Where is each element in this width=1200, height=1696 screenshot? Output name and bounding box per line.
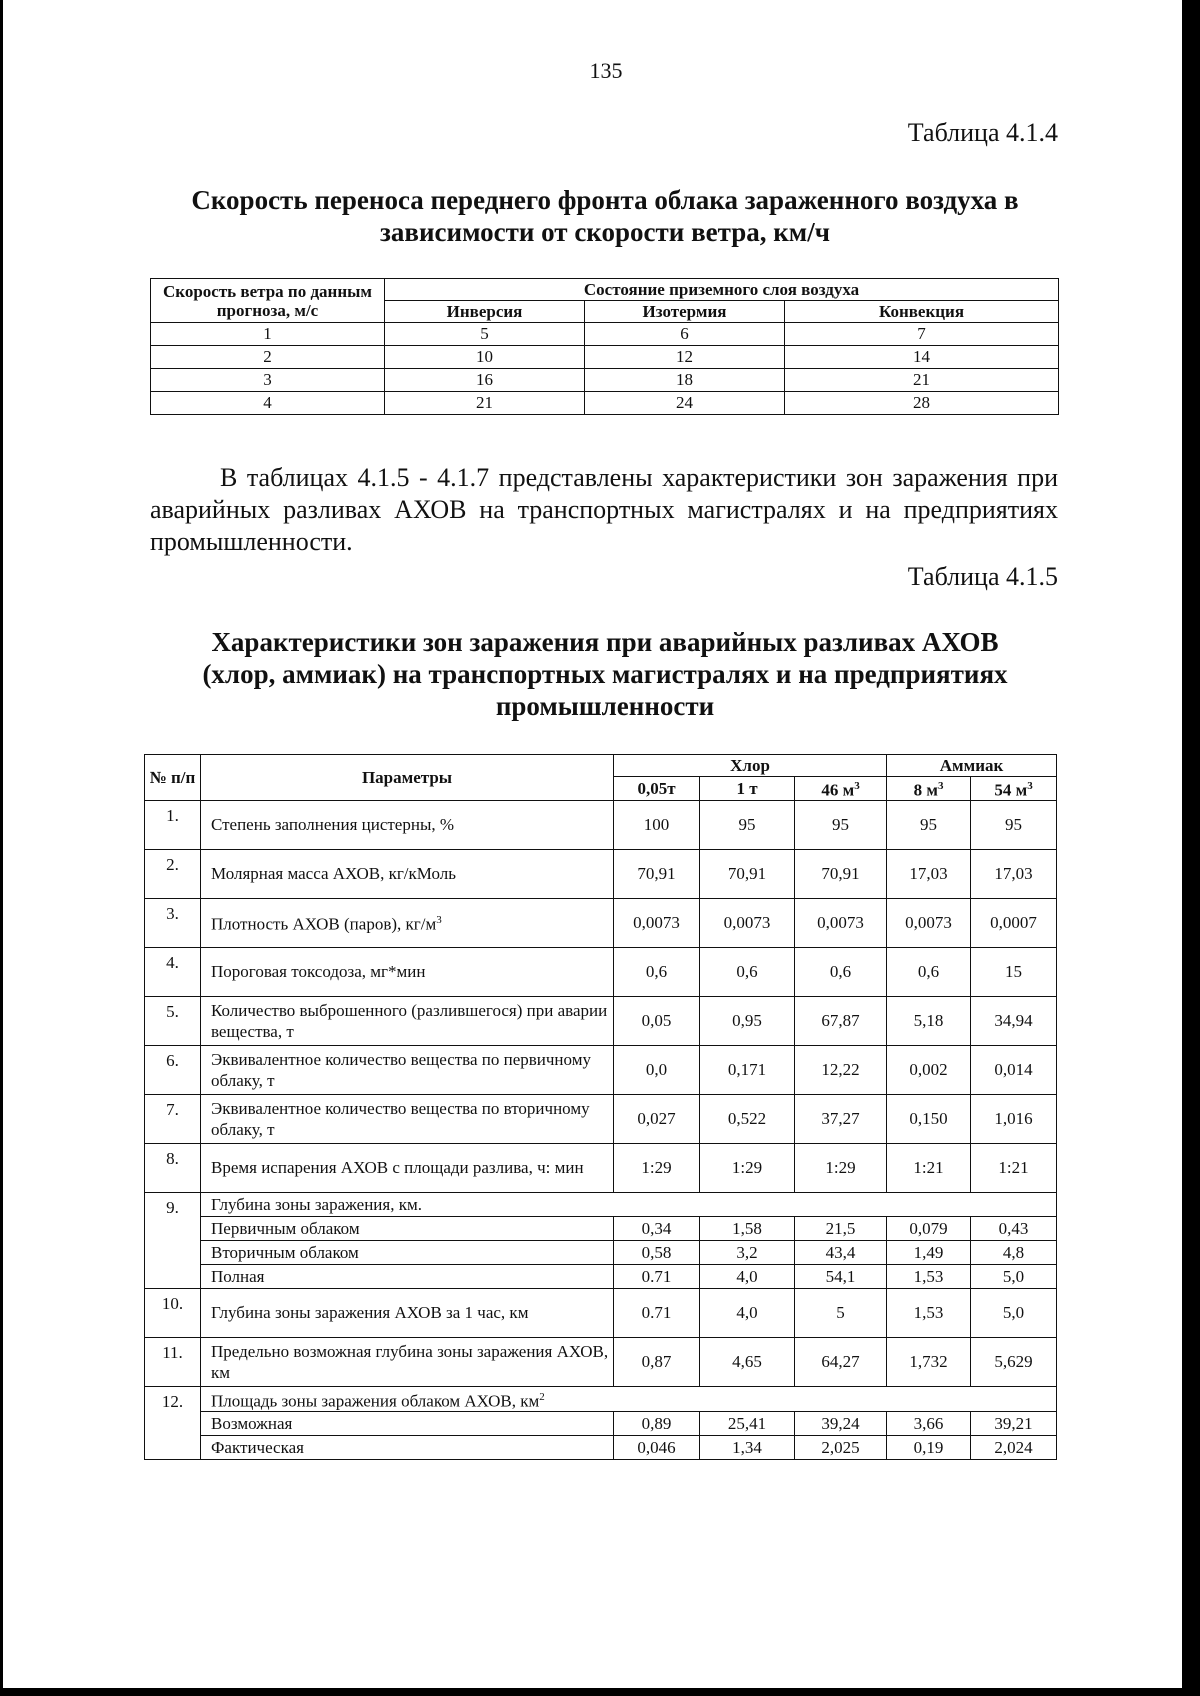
cell-value: 0,6 xyxy=(887,947,971,996)
cell-value: 0,87 xyxy=(614,1337,700,1386)
cell-value: 1:29 xyxy=(795,1143,887,1192)
header-ammonia-54m3 xyxy=(971,777,1057,801)
row-parameter: Время испарения АХОВ с площади разлива, ч: мин xyxy=(201,1143,614,1192)
header-text: 54 м xyxy=(994,780,1028,800)
header-parameters: Параметры xyxy=(201,755,614,801)
row-number: 1. xyxy=(145,800,201,849)
row-parameter: Степень заполнения цистерны, % xyxy=(201,800,614,849)
cell-value: 15 xyxy=(971,947,1057,996)
table1-title-line2: зависимости от скорости ветра, км/ч xyxy=(380,217,830,247)
contamination-zones-table xyxy=(144,754,1057,1460)
table-row xyxy=(145,898,1057,947)
row-group-heading: Глубина зоны заражения, км. xyxy=(201,1192,1057,1216)
cell-inversion: 21 xyxy=(385,392,585,415)
cell-value: 67,87 xyxy=(795,996,887,1045)
cell-inversion: 16 xyxy=(385,369,585,392)
body-paragraph xyxy=(150,462,1058,558)
cell-value: 0,05 xyxy=(614,996,700,1045)
cell-wind: 1 xyxy=(151,323,385,346)
cell-convection: 21 xyxy=(785,369,1059,392)
cell-value: 25,41 xyxy=(700,1412,795,1436)
cell-value: 0,150 xyxy=(887,1094,971,1143)
header-inversion: Инверсия xyxy=(385,301,585,323)
header-text: 46 м xyxy=(821,780,855,800)
table-row xyxy=(145,947,1057,996)
cell-value: 0,171 xyxy=(700,1045,795,1094)
row-number: 7. xyxy=(145,1094,201,1143)
row-number: 8. xyxy=(145,1143,201,1192)
cell-isotherm: 12 xyxy=(585,346,785,369)
table-row xyxy=(145,1143,1057,1192)
cell-value: 54,1 xyxy=(795,1264,887,1288)
cell-value: 1:29 xyxy=(614,1143,700,1192)
cell-value: 17,03 xyxy=(971,849,1057,898)
table-row xyxy=(145,1288,1057,1337)
cell-inversion: 5 xyxy=(385,323,585,346)
cell-value: 1,58 xyxy=(700,1216,795,1240)
table-row xyxy=(145,1264,1057,1288)
header-ammonia-8m3 xyxy=(887,777,971,801)
header-chlorine-1t: 1 т xyxy=(700,777,795,801)
scan-border-right xyxy=(1182,0,1200,1696)
row-parameter: Вторичным облаком xyxy=(201,1240,614,1264)
cell-value: 0,027 xyxy=(614,1094,700,1143)
cell-value: 4,0 xyxy=(700,1288,795,1337)
cell-value: 0.71 xyxy=(614,1288,700,1337)
cell-value: 95 xyxy=(795,800,887,849)
scan-border-bottom xyxy=(0,1688,1200,1696)
row-parameter: Количество выброшенного (разлившегося) при аварии вещества, т xyxy=(201,996,614,1045)
table-row xyxy=(151,323,1059,346)
cell-value: 70,91 xyxy=(614,849,700,898)
cell-value: 70,91 xyxy=(700,849,795,898)
row-parameter: Первичным облаком xyxy=(201,1216,614,1240)
cell-value: 39,24 xyxy=(795,1412,887,1436)
row-group-heading xyxy=(201,1386,1057,1412)
row-number: 4. xyxy=(145,947,201,996)
cell-value: 21,5 xyxy=(795,1216,887,1240)
cell-value: 0,079 xyxy=(887,1216,971,1240)
cell-value: 95 xyxy=(700,800,795,849)
cell-value: 1,34 xyxy=(700,1436,795,1460)
cell-value: 100 xyxy=(614,800,700,849)
header-number: № п/п xyxy=(145,755,201,801)
cell-value: 0,0073 xyxy=(887,898,971,947)
cell-value: 17,03 xyxy=(887,849,971,898)
cell-value: 43,4 xyxy=(795,1240,887,1264)
table-row xyxy=(151,392,1059,415)
cell-value: 5 xyxy=(795,1288,887,1337)
table-row xyxy=(145,1216,1057,1240)
row-number: 5. xyxy=(145,996,201,1045)
table-row xyxy=(145,1412,1057,1436)
cell-value: 12,22 xyxy=(795,1045,887,1094)
cell-value: 3,66 xyxy=(887,1412,971,1436)
table-row xyxy=(145,1436,1057,1460)
table-row xyxy=(145,1045,1057,1094)
table2-title-line2: (хлор, аммиак) на транспортных магистралях и на предприятиях xyxy=(202,659,1008,689)
header-chlorine-0-05t: 0,05т xyxy=(614,777,700,801)
row-parameter: Глубина зоны заражения АХОВ за 1 час, км xyxy=(201,1288,614,1337)
row-number: 11. xyxy=(145,1337,201,1386)
table2-title-line3: промышленности xyxy=(495,691,715,721)
table-row xyxy=(145,996,1057,1045)
cell-value: 5,0 xyxy=(971,1288,1057,1337)
row-parameter-text: Плотность АХОВ (паров), кг/м xyxy=(211,914,437,934)
cell-value: 0,014 xyxy=(971,1045,1057,1094)
cell-value: 0,0007 xyxy=(971,898,1057,947)
body-paragraph-text: В таблицах 4.1.5 - 4.1.7 представлены характеристики зон заражения при аварийных разливах АХОВ на транспортных магистралях и на предприятиях промышленности. xyxy=(150,463,1058,556)
cell-value: 0,046 xyxy=(614,1436,700,1460)
cell-value: 0,002 xyxy=(887,1045,971,1094)
superscript: 3 xyxy=(937,780,944,792)
cell-value: 0.71 xyxy=(614,1264,700,1288)
cell-value: 0,34 xyxy=(614,1216,700,1240)
table-row xyxy=(145,1386,1057,1412)
row-parameter: Пороговая токсодоза, мг*мин xyxy=(201,947,614,996)
header-ammonia: Аммиак xyxy=(887,755,1057,777)
header-convection: Конвекция xyxy=(785,301,1059,323)
row-parameter: Фактическая xyxy=(201,1436,614,1460)
cell-convection: 7 xyxy=(785,323,1059,346)
cell-value: 0,0073 xyxy=(614,898,700,947)
cell-isotherm: 18 xyxy=(585,369,785,392)
cell-value: 0,58 xyxy=(614,1240,700,1264)
cell-value: 0,6 xyxy=(700,947,795,996)
cell-value: 2,025 xyxy=(795,1436,887,1460)
cell-convection: 28 xyxy=(785,392,1059,415)
cell-value: 34,94 xyxy=(971,996,1057,1045)
cell-value: 5,0 xyxy=(971,1264,1057,1288)
table1-title-line1: Скорость переноса переднего фронта облака зараженного воздуха в xyxy=(191,185,1019,215)
cell-value: 0,6 xyxy=(614,947,700,996)
cell-value: 5,629 xyxy=(971,1337,1057,1386)
header-text: 8 м xyxy=(913,780,938,800)
cell-value: 1:21 xyxy=(971,1143,1057,1192)
header-wind-speed: Скорость ветра по данным прогноза, м/с xyxy=(151,279,385,323)
row-group-heading-text: Площадь зоны заражения облаком АХОВ, км xyxy=(211,1391,540,1411)
row-number: 2. xyxy=(145,849,201,898)
row-parameter: Эквивалентное количество вещества по вторичному облаку, т xyxy=(201,1094,614,1143)
table-row xyxy=(145,1240,1057,1264)
cell-value: 0,0073 xyxy=(795,898,887,947)
row-parameter: Эквивалентное количество вещества по первичному облаку, т xyxy=(201,1045,614,1094)
cell-value: 0,0 xyxy=(614,1045,700,1094)
table-row xyxy=(151,346,1059,369)
table-row xyxy=(145,1337,1057,1386)
cell-value: 0,95 xyxy=(700,996,795,1045)
cell-value: 95 xyxy=(971,800,1057,849)
cell-inversion: 10 xyxy=(385,346,585,369)
cell-value: 5,18 xyxy=(887,996,971,1045)
table1-title xyxy=(130,184,1080,248)
cell-value: 1,732 xyxy=(887,1337,971,1386)
cell-value: 37,27 xyxy=(795,1094,887,1143)
cell-value: 1:29 xyxy=(700,1143,795,1192)
cell-value: 0,89 xyxy=(614,1412,700,1436)
superscript: 3 xyxy=(854,780,860,792)
cell-value: 95 xyxy=(887,800,971,849)
cell-value: 0,0073 xyxy=(700,898,795,947)
cell-value: 1,016 xyxy=(971,1094,1057,1143)
table2-title-line1: Характеристики зон заражения при аварийных разливах АХОВ xyxy=(211,627,999,657)
wind-speed-table xyxy=(150,278,1059,415)
page-number: 135 xyxy=(589,58,623,83)
row-parameter: Возможная xyxy=(201,1412,614,1436)
scan-border-left xyxy=(0,0,3,1696)
cell-convection: 14 xyxy=(785,346,1059,369)
row-number: 9. xyxy=(145,1192,201,1288)
cell-wind: 3 xyxy=(151,369,385,392)
header-chlorine-46m3 xyxy=(795,777,887,801)
cell-value: 0,522 xyxy=(700,1094,795,1143)
cell-value: 0,19 xyxy=(887,1436,971,1460)
cell-isotherm: 6 xyxy=(585,323,785,346)
row-number: 3. xyxy=(145,898,201,947)
table-label-4-1-5: Таблица 4.1.5 xyxy=(907,562,1058,591)
cell-value: 4,65 xyxy=(700,1337,795,1386)
row-parameter: Предельно возможная глубина зоны заражения АХОВ, км xyxy=(201,1337,614,1386)
table-row xyxy=(145,800,1057,849)
row-number: 12. xyxy=(145,1386,201,1460)
table-row xyxy=(145,849,1057,898)
cell-wind: 2 xyxy=(151,346,385,369)
table-row xyxy=(145,1192,1057,1216)
cell-value: 64,27 xyxy=(795,1337,887,1386)
header-isotherm: Изотермия xyxy=(585,301,785,323)
cell-value: 1:21 xyxy=(887,1143,971,1192)
cell-value: 1,53 xyxy=(887,1288,971,1337)
row-number: 10. xyxy=(145,1288,201,1337)
cell-value: 2,024 xyxy=(971,1436,1057,1460)
cell-value: 1,53 xyxy=(887,1264,971,1288)
superscript: 2 xyxy=(539,1390,545,1403)
header-air-layer-state: Состояние приземного слоя воздуха xyxy=(385,279,1059,301)
cell-value: 4,8 xyxy=(971,1240,1057,1264)
cell-value: 0,43 xyxy=(971,1216,1057,1240)
table-label-4-1-4: Таблица 4.1.4 xyxy=(907,118,1058,147)
cell-value: 39,21 xyxy=(971,1412,1057,1436)
cell-value: 70,91 xyxy=(795,849,887,898)
table2-title xyxy=(130,626,1080,722)
cell-isotherm: 24 xyxy=(585,392,785,415)
superscript: 3 xyxy=(1027,780,1033,792)
cell-wind: 4 xyxy=(151,392,385,415)
cell-value: 0,6 xyxy=(795,947,887,996)
cell-value: 3,2 xyxy=(700,1240,795,1264)
table-row xyxy=(145,1094,1057,1143)
header-chlorine: Хлор xyxy=(614,755,887,777)
row-number: 6. xyxy=(145,1045,201,1094)
row-parameter: Молярная масса АХОВ, кг/кМоль xyxy=(201,849,614,898)
table-row xyxy=(151,369,1059,392)
cell-value: 1,49 xyxy=(887,1240,971,1264)
row-parameter: Полная xyxy=(201,1264,614,1288)
superscript: 3 xyxy=(436,914,442,927)
row-parameter xyxy=(201,898,614,947)
cell-value: 4,0 xyxy=(700,1264,795,1288)
